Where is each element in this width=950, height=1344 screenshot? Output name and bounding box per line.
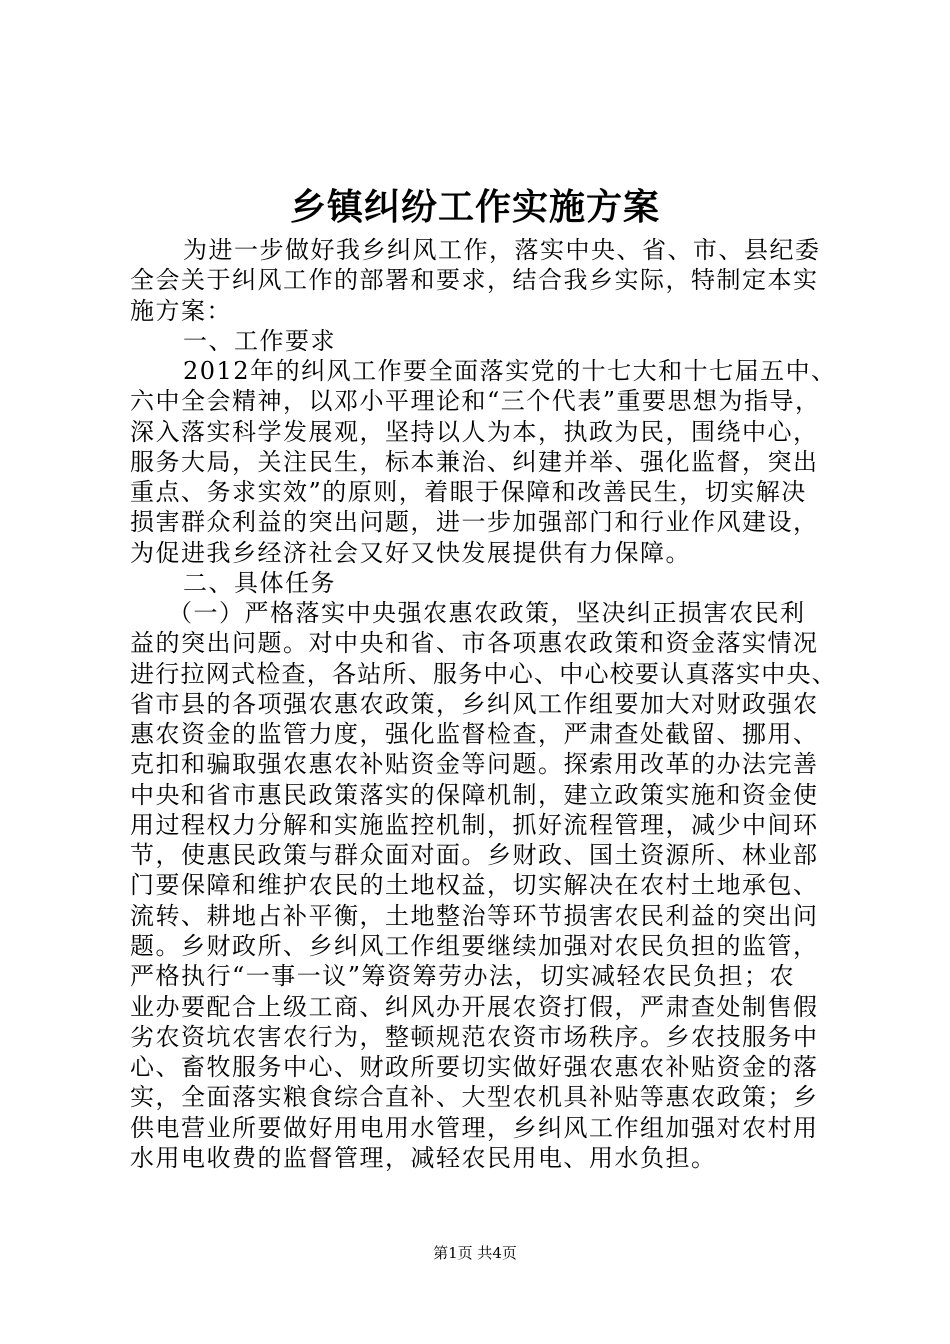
body-line: 业办要配合上级工商、纠风办开展农资打假，严肃查处制售假: [130, 992, 819, 1021]
body-line: 劣农资坑农害农行为，整顿规范农资市场秩序。乡农技服务中: [130, 1022, 819, 1051]
body-line: 实，全面落实粮食综合直补、大型农机具补贴等惠农政策；乡: [130, 1083, 819, 1112]
body-line: 服务大局，关注民生，标本兼治、纠建并举、强化监督，突出: [130, 447, 819, 476]
body-line: 惠农资金的监管力度，强化监督检查，严肃查处截留、挪用、: [130, 720, 819, 749]
body-line: 用过程权力分解和实施监控机制，抓好流程管理，减少中间环: [130, 810, 819, 839]
body-line: 为促进我乡经济社会又好又快发展提供有力保障。: [130, 538, 691, 567]
body-line: 全会关于纠风工作的部署和要求，结合我乡实际，特制定本实: [130, 266, 819, 295]
body-line: 进行拉网式检查，各站所、服务中心、中心校要认真落实中央、: [130, 659, 837, 688]
body-line: 水用电收费的监督管理，减轻农民用电、用水负担。: [130, 1143, 717, 1172]
section-heading: 二、具体任务: [183, 568, 336, 597]
page-number: 第1页 共4页: [433, 1244, 517, 1262]
body-line: 题。乡财政所、乡纠风工作组要继续加强对农民负担的监管，: [130, 931, 819, 960]
body-line: 2012年的纠风工作要全面落实党的十七大和十七届五中、: [183, 357, 837, 386]
body-line: 六中全会精神，以邓小平理论和“三个代表”重要思想为指导，: [130, 387, 821, 416]
body-line: 为进一步做好我乡纠风工作，落实中央、省、市、县纪委: [183, 236, 821, 264]
body-line: 流转、耕地占补平衡，土地整治等环节损害农民利益的突出问: [130, 901, 819, 930]
body-line: 门要保障和维护农民的土地权益，切实解决在农村土地承包、: [130, 871, 819, 900]
body-line: 节，使惠民政策与群众面对面。乡财政、国土资源所、林业部: [130, 841, 819, 870]
section-heading: 一、工作要求: [183, 326, 336, 355]
body-line: 深入落实科学发展观，坚持以人为本，执政为民，围绕中心，: [130, 417, 819, 446]
body-line: 施方案：: [130, 296, 232, 325]
document-title: 乡镇纠纷工作实施方案: [289, 186, 660, 228]
body-line: 克扣和骗取强农惠农补贴资金等问题。探索用改革的办法完善: [130, 750, 819, 779]
body-line: 供电营业所要做好用电用水管理，乡纠风工作组加强对农村用: [130, 1113, 819, 1142]
body-line: 益的突出问题。对中央和省、市各项惠农政策和资金落实情况: [130, 629, 819, 658]
body-line: 中央和省市惠民政策落实的保障机制，建立政策实施和资金使: [130, 780, 819, 809]
body-line: （一）严格落实中央强农惠农政策，坚决纠正损害农民利: [168, 599, 806, 628]
body-line: 严格执行“一事一议”筹资筹劳办法，切实减轻农民负担；农: [130, 962, 796, 991]
body-line: 重点、务求实效”的原则，着眼于保障和改善民生，切实解决: [130, 478, 807, 507]
body-line: 省市县的各项强农惠农政策，乡纠风工作组要加大对财政强农: [130, 689, 819, 718]
body-line: 损害群众利益的突出问题，进一步加强部门和行业作风建设，: [130, 508, 819, 537]
body-line: 心、畜牧服务中心、财政所要切实做好强农惠农补贴资金的落: [130, 1053, 819, 1082]
